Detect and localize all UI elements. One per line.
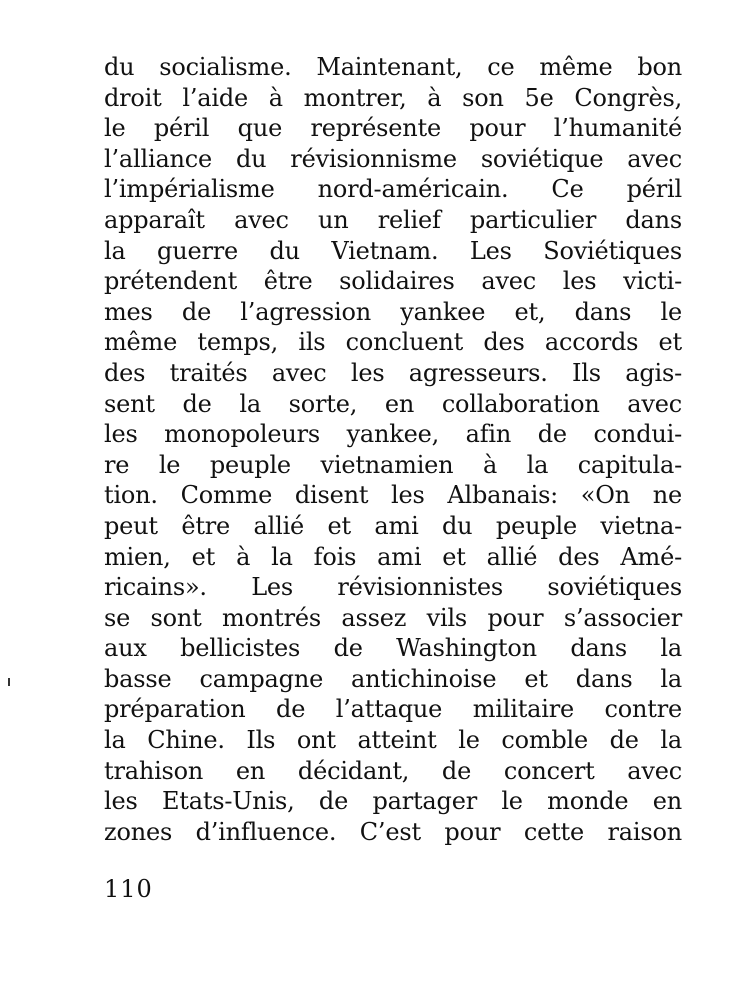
text-line: ricains». Les révisionnistes soviétiques xyxy=(104,573,682,602)
text-line: même temps, ils concluent des accords et xyxy=(104,328,682,357)
text-line: se sont montrés assez vils pour s’associer xyxy=(104,603,682,632)
text-line: le péril que représente pour l’humanité xyxy=(104,114,682,143)
text-line: re le peuple vietnamien à la capitula- xyxy=(104,450,682,479)
text-line: l’alliance du révisionnisme soviétique avec xyxy=(104,144,682,173)
text-line: l’impérialisme nord-américain. Ce péril xyxy=(104,175,682,204)
text-line: la Chine. Ils ont atteint le comble de la xyxy=(104,726,682,755)
text-line: des traités avec les agresseurs. Ils agis- xyxy=(104,358,682,387)
body-text xyxy=(104,52,682,847)
text-line: sent de la sorte, en collaboration avec xyxy=(104,389,682,418)
text-line: préparation de l’attaque militaire contre xyxy=(104,695,682,724)
text-line: droit l’aide à montrer, à son 5e Congrès, xyxy=(104,83,682,112)
text-line: du socialisme. Maintenant, ce même bon xyxy=(104,53,682,81)
text-line: prétendent être solidaires avec les victi- xyxy=(104,267,682,296)
text-line: tion. Comme disent les Albanais: «On ne xyxy=(104,481,682,510)
text-line: les Etats-Unis, de partager le monde en xyxy=(104,787,682,816)
text-line: zones d’influence. C’est pour cette raison xyxy=(104,817,682,846)
text-line: mien, et à la fois ami et allié des Amé- xyxy=(104,542,682,571)
text-line: apparaît avec un relief particulier dans xyxy=(104,205,682,234)
text-line: mes de l’agression yankee et, dans le xyxy=(104,297,682,326)
text-line: aux bellicistes de Washington dans la xyxy=(104,634,682,663)
page-number: 110 xyxy=(104,875,153,903)
text-line: les monopoleurs yankee, afin de condui- xyxy=(104,420,682,449)
text-line: basse campagne antichinoise et dans la xyxy=(104,664,682,693)
text-line: peut être allié et ami du peuple vietna- xyxy=(104,511,682,540)
text-line: la guerre du Vietnam. Les Soviétiques xyxy=(104,236,682,265)
text-line: trahison en décidant, de concert avec xyxy=(104,756,682,785)
margin-mark xyxy=(8,678,10,686)
